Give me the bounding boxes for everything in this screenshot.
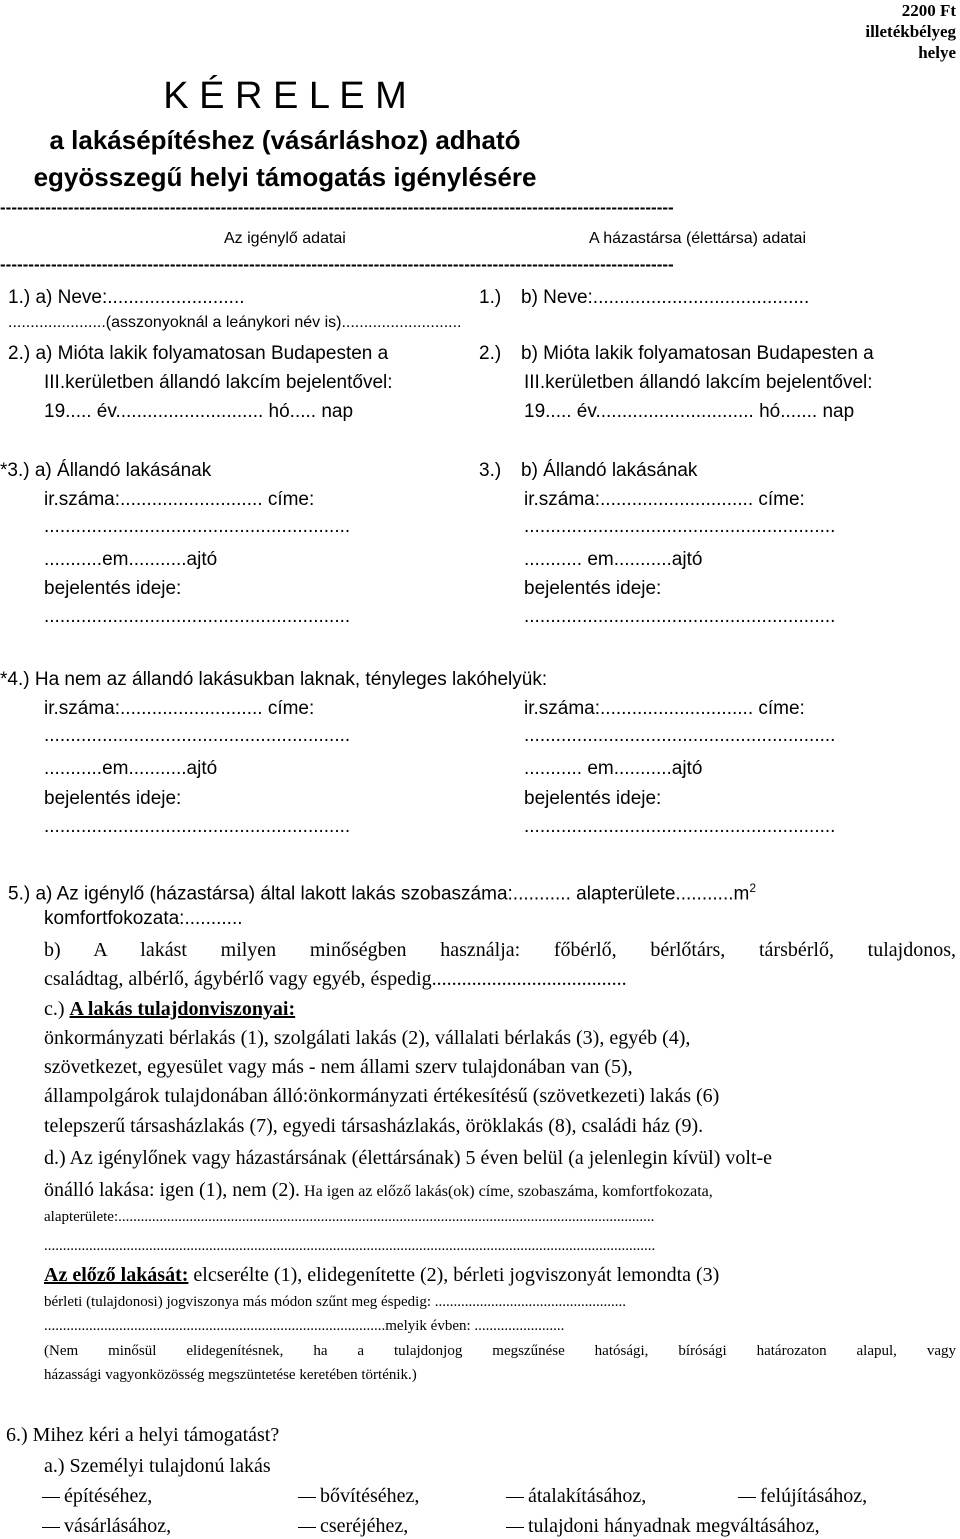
s3-reg-date-applicant: .......................................................... bbox=[44, 606, 351, 627]
document-subtitle-1: a lakásépítéshez (vásárláshoz) adható bbox=[49, 125, 521, 155]
s4-reg-date-spouse: ........................................................... bbox=[524, 816, 836, 837]
s5-a-sup: 2 bbox=[749, 881, 757, 895]
s5-c-line2: szövetkezet, egyesület vagy más - nem állami szerv tulajdonában van (5), bbox=[44, 1056, 633, 1078]
header-applicant: Az igénylő adatai bbox=[224, 230, 346, 247]
s5-b-line2: családtag, albérlő, ágybérlő vagy egyéb, éspedig....................................... bbox=[44, 968, 627, 990]
s5-d-line1: d.) Az igénylőnek vagy házastársának (élettársának) 5 éven belül (a jelenlegin kívül) volt-e bbox=[44, 1147, 773, 1169]
header-spouse: A házastársa (élettársa) adatai bbox=[589, 230, 807, 247]
s6-opt-extension: bővítéséhez, bbox=[298, 1484, 419, 1508]
s5-c-line1: önkormányzati bérlakás (1), szolgálati lakás (2), vállalati bérlakás (3), egyéb (4), bbox=[44, 1027, 691, 1049]
s4-reg-date-label-spouse: bejelentés ideje: bbox=[524, 788, 662, 809]
stamp-placeholder bbox=[865, 0, 956, 63]
dash-icon bbox=[42, 1527, 60, 1528]
s5-prev-title: Az előző lakását: bbox=[44, 1264, 189, 1286]
s5-prev-options: elcserélte (1), elidegenítette (2), bérleti jogviszonyát lemondta (3) bbox=[193, 1264, 720, 1286]
s5-c-title: A lakás tulajdonviszonyai: bbox=[69, 998, 296, 1020]
s2-num-right: 2.) bbox=[479, 343, 502, 364]
separator-line-2: ----------------------------------------------------------------------------------------------------------------------- bbox=[0, 255, 674, 274]
s5-note-line2: házassági vagyonközösség megszüntetése keretében történik.) bbox=[44, 1367, 417, 1383]
stamp-label: illetékbélyeg bbox=[865, 22, 956, 41]
s4-street-spouse: ........................................................... bbox=[524, 725, 836, 746]
s5-c-label: c.) bbox=[44, 998, 65, 1020]
s2-since-spouse: b) Mióta lakik folyamatosan Budapesten a bbox=[521, 343, 874, 364]
s6-a: a.) Személyi tulajdonú lakás bbox=[44, 1455, 271, 1477]
s5-a-rooms bbox=[8, 877, 756, 905]
s6-opt-exchange: cseréjéhez, bbox=[298, 1514, 408, 1538]
separator-line-1: ----------------------------------------------------------------------------------------------------------------------- bbox=[0, 198, 674, 217]
s3-street-applicant: .......................................................... bbox=[44, 516, 351, 537]
s3-address-spouse: b) Állandó lakásának bbox=[521, 460, 698, 481]
s3-num-right: 3.) bbox=[479, 460, 502, 481]
s5-d-if-yes: Ha igen az előző lakás(ok) címe, szobaszáma, komfortfokozata, bbox=[304, 1183, 713, 1200]
s4-floor-spouse: ........... em...........ajtó bbox=[524, 758, 703, 779]
stamp-place: helye bbox=[918, 43, 956, 62]
s5-a-comfort: komfortfokozata:........... bbox=[44, 908, 243, 929]
s4-reg-date-applicant: .......................................................... bbox=[44, 816, 351, 837]
s6-title: 6.) Mihez kéri a helyi támogatást? bbox=[6, 1424, 280, 1446]
s4-title: *4.) Ha nem az állandó lakásukban laknak, tényleges lakóhelyük: bbox=[0, 669, 548, 690]
s1-name-spouse: b) Neve:......................................... bbox=[521, 287, 810, 308]
dash-icon bbox=[298, 1497, 316, 1498]
s6-opt-share-buyout: tulajdoni hányadnak megváltásához, bbox=[506, 1514, 820, 1538]
dash-icon bbox=[298, 1527, 316, 1528]
s3-zip-applicant: ir.száma:........................... címe: bbox=[44, 489, 315, 510]
s5-b-line1: b) A lakást milyen minőségben használja: főbérlő, bérlőtárs, társbérlő, tulajdonos, bbox=[44, 939, 956, 961]
s1-maiden-name-line: ......................(asszonyoknál a leánykori név is)........................... bbox=[8, 314, 462, 331]
s2-date-applicant: 19..... év............................ hó..... nap bbox=[44, 401, 354, 422]
s4-zip-applicant: ir.száma:........................... címe: bbox=[44, 698, 315, 719]
s5-d-area: alapterülete:............................................................................................................................................... bbox=[44, 1209, 655, 1225]
s6-opt-building: építéséhez, bbox=[42, 1484, 152, 1508]
stamp-fee: 2200 Ft bbox=[901, 1, 956, 20]
dash-icon bbox=[506, 1497, 524, 1498]
s5-note-line1: (Nem minősül elidegenítésnek, ha a tulajdonjog megszűnése hatósági, bírósági határozaton alapul, vagy bbox=[44, 1343, 956, 1359]
s2-district-spouse: III.kerületben állandó lakcím bejelentővel: bbox=[524, 372, 873, 393]
dash-icon bbox=[42, 1497, 60, 1498]
s6-opt-purchase: vásárlásához, bbox=[42, 1514, 171, 1538]
s5-prev-flat bbox=[44, 1263, 719, 1287]
s2-district-applicant: III.kerületben állandó lakcím bejelentővel: bbox=[44, 372, 393, 393]
s6-opt-renovation: felújításához, bbox=[738, 1484, 867, 1508]
s4-floor-applicant: ...........em...........ajtó bbox=[44, 758, 218, 779]
s3-street-spouse: ........................................................... bbox=[524, 516, 836, 537]
s5-d-line2 bbox=[44, 1178, 956, 1202]
s5-a-text: 5.) a) Az igénylő (házastársa) által lakott lakás szobaszáma:........... alapterülete...........m bbox=[8, 883, 750, 905]
s5-prev-line3: ...........................................................................................melyik évben: ........................ bbox=[44, 1318, 565, 1334]
s3-zip-spouse: ir.száma:............................. címe: bbox=[524, 489, 805, 510]
s5-c-line4: telepszerű társasházlakás (7), egyedi társasházlakás, öröklakás (8), családi ház (9). bbox=[44, 1115, 704, 1137]
s4-street-applicant: .......................................................... bbox=[44, 725, 351, 746]
s3-reg-date-label-spouse: bejelentés ideje: bbox=[524, 578, 662, 599]
document-title: K É R E L E M bbox=[163, 75, 407, 117]
s5-prev-line2: bérleti (tulajdonosi) jogviszonya más módon szűnt meg éspedig: ................................................... bbox=[44, 1294, 627, 1310]
s5-d-blank: ................................................................................................................................................................... bbox=[44, 1238, 656, 1254]
dash-icon bbox=[738, 1497, 756, 1498]
s1-name-applicant: 1.) a) Neve:.......................... bbox=[8, 287, 245, 308]
document-subtitle-2: egyösszegű helyi támogatás igénylésére bbox=[33, 162, 537, 192]
s5-c-line3: állampolgárok tulajdonában álló:önkormányzati értékesítésű (szövetkezeti) lakás (6) bbox=[44, 1085, 720, 1107]
s4-zip-spouse: ir.száma:............................. címe: bbox=[524, 698, 805, 719]
s3-floor-spouse: ........... em...........ajtó bbox=[524, 549, 703, 570]
s5-d-own-flat: önálló lakása: igen (1), nem (2). bbox=[44, 1179, 301, 1201]
s3-address-applicant: *3.) a) Állandó lakásának bbox=[0, 460, 212, 481]
s4-reg-date-label-applicant: bejelentés ideje: bbox=[44, 788, 182, 809]
s3-reg-date-label-applicant: bejelentés ideje: bbox=[44, 578, 182, 599]
s2-since-applicant: 2.) a) Mióta lakik folyamatosan Budapesten a bbox=[8, 343, 389, 364]
s3-floor-applicant: ...........em...........ajtó bbox=[44, 549, 218, 570]
s1-num-right: 1.) bbox=[479, 287, 502, 308]
s5-c-heading bbox=[44, 997, 295, 1021]
s6-opt-conversion: átalakításához, bbox=[506, 1484, 646, 1508]
s2-date-spouse: 19..... év.............................. hó....... nap bbox=[524, 401, 855, 422]
s3-reg-date-spouse: ........................................................... bbox=[524, 606, 836, 627]
dash-icon bbox=[506, 1527, 524, 1528]
